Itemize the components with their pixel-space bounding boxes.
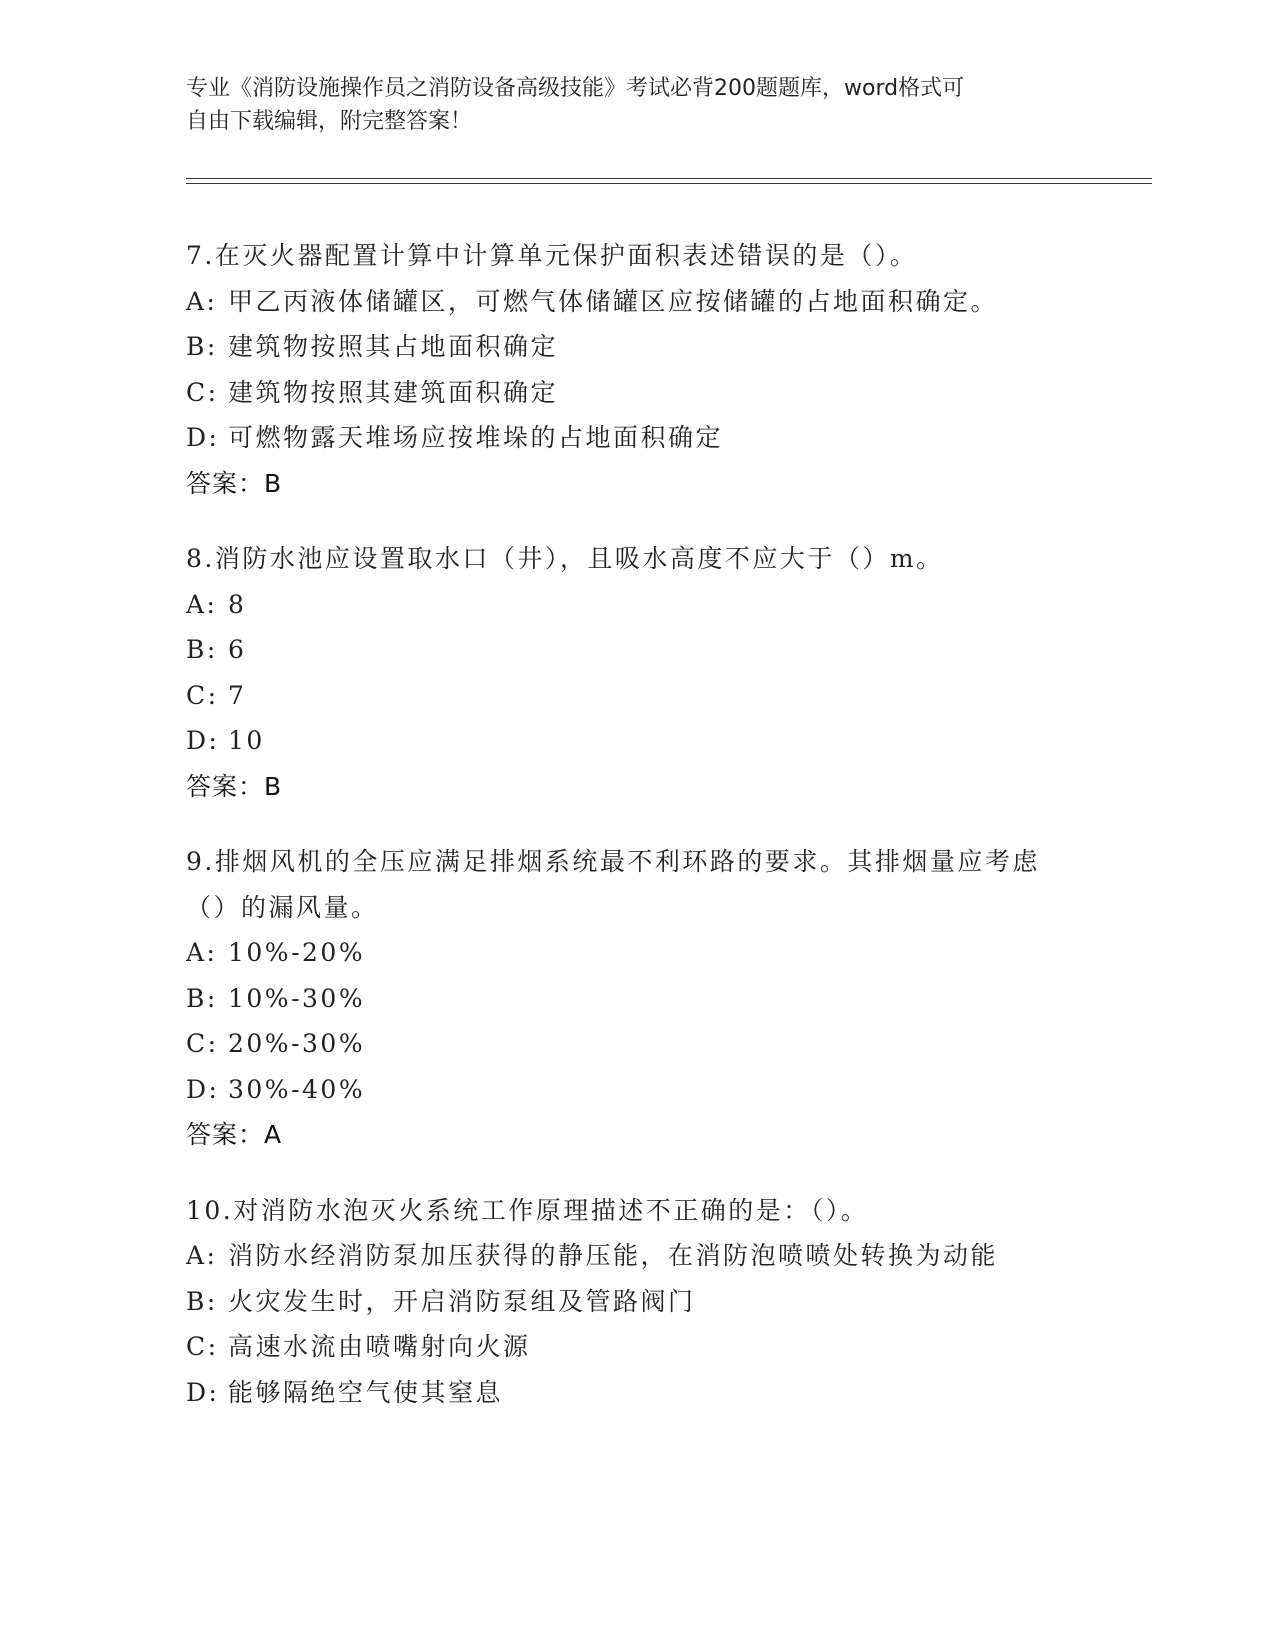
option-text: 建筑物按照其建筑面积确定 (228, 377, 559, 407)
option-letter: A: (186, 938, 218, 967)
question-stem: 8.消防水池应设置取水口（井），且吸水高度不应大于（）m。 (186, 544, 944, 573)
option-c (186, 370, 1086, 416)
option-text: 火灾发生时，开启消防泵组及管路阀门 (228, 1286, 696, 1316)
header-divider-bottom (186, 183, 1152, 184)
question-stem: 7.在灭火器配置计算中计算单元保护面积表述错误的是（）。 (186, 241, 918, 270)
option-a (186, 279, 1086, 325)
option-b (186, 324, 1086, 370)
option-d (186, 1067, 1086, 1113)
option-b (186, 627, 1086, 673)
option-letter: B: (186, 983, 218, 1013)
option-b (186, 1279, 1086, 1325)
option-text: 能够隔绝空气使其窒息 (228, 1377, 504, 1407)
option-c (186, 1021, 1086, 1067)
option-text: 20%-30% (228, 1029, 366, 1058)
option-letter: D: (186, 1074, 220, 1104)
document-header (186, 72, 1066, 138)
option-text: 10%-20% (228, 938, 366, 967)
header-divider-top (186, 178, 1152, 179)
answer: 答案：A (186, 1120, 283, 1149)
option-text: 6 (228, 635, 247, 664)
question-10 (186, 1188, 1086, 1416)
question-9 (186, 839, 1086, 1158)
option-c (186, 673, 1086, 719)
option-a (186, 930, 1086, 976)
option-letter: A: (186, 286, 218, 316)
option-letter: C: (186, 680, 219, 710)
option-text: 可燃物露天堆场应按堆垛的占地面积确定 (228, 423, 724, 452)
header-line-1: 专业《消防设施操作员之消防设备高级技能》考试必背200题题库，word格式可 (186, 76, 965, 101)
option-letter: A: (186, 1241, 218, 1270)
option-letter: B: (186, 1286, 218, 1316)
option-text: 10 (228, 726, 265, 755)
option-letter: D: (186, 1377, 220, 1407)
option-letter: B: (186, 635, 218, 664)
option-text: 30%-40% (228, 1074, 366, 1104)
option-a (186, 1233, 1086, 1279)
option-d (186, 415, 1086, 461)
question-stem: 9.排烟风机的全压应满足排烟系统最不利环路的要求。其排烟量应考虑（）的漏风量。 (186, 847, 1040, 922)
option-letter: D: (186, 423, 220, 452)
question-7 (186, 233, 1086, 506)
option-text: 消防水经消防泵加压获得的静压能，在消防泡喷喷处转换为动能 (228, 1241, 999, 1270)
option-letter: C: (186, 377, 219, 407)
option-text: 10%-30% (228, 983, 366, 1013)
option-d (186, 1370, 1086, 1416)
option-text: 高速水流由喷嘴射向火源 (228, 1332, 531, 1361)
option-letter: C: (186, 1029, 219, 1058)
option-text: 7 (228, 680, 247, 710)
answer: 答案：B (186, 468, 283, 498)
option-letter: A: (186, 589, 218, 619)
option-b (186, 976, 1086, 1022)
option-text: 建筑物按照其占地面积确定 (228, 332, 559, 361)
option-c (186, 1324, 1086, 1370)
question-list (186, 233, 1086, 1445)
option-letter: D: (186, 726, 220, 755)
option-d (186, 718, 1086, 764)
answer: 答案：B (186, 771, 283, 801)
option-text: 甲乙丙液体储罐区，可燃气体储罐区应按储罐的占地面积确定。 (228, 286, 999, 316)
question-stem: 10.对消防水泡灭火系统工作原理描述不正确的是：（）。 (186, 1195, 869, 1225)
header-line-2: 自由下载编辑，附完整答案！ (186, 109, 473, 134)
option-text: 8 (228, 589, 247, 619)
option-letter: B: (186, 332, 218, 361)
option-a (186, 582, 1086, 628)
option-letter: C: (186, 1332, 219, 1361)
question-8 (186, 536, 1086, 809)
